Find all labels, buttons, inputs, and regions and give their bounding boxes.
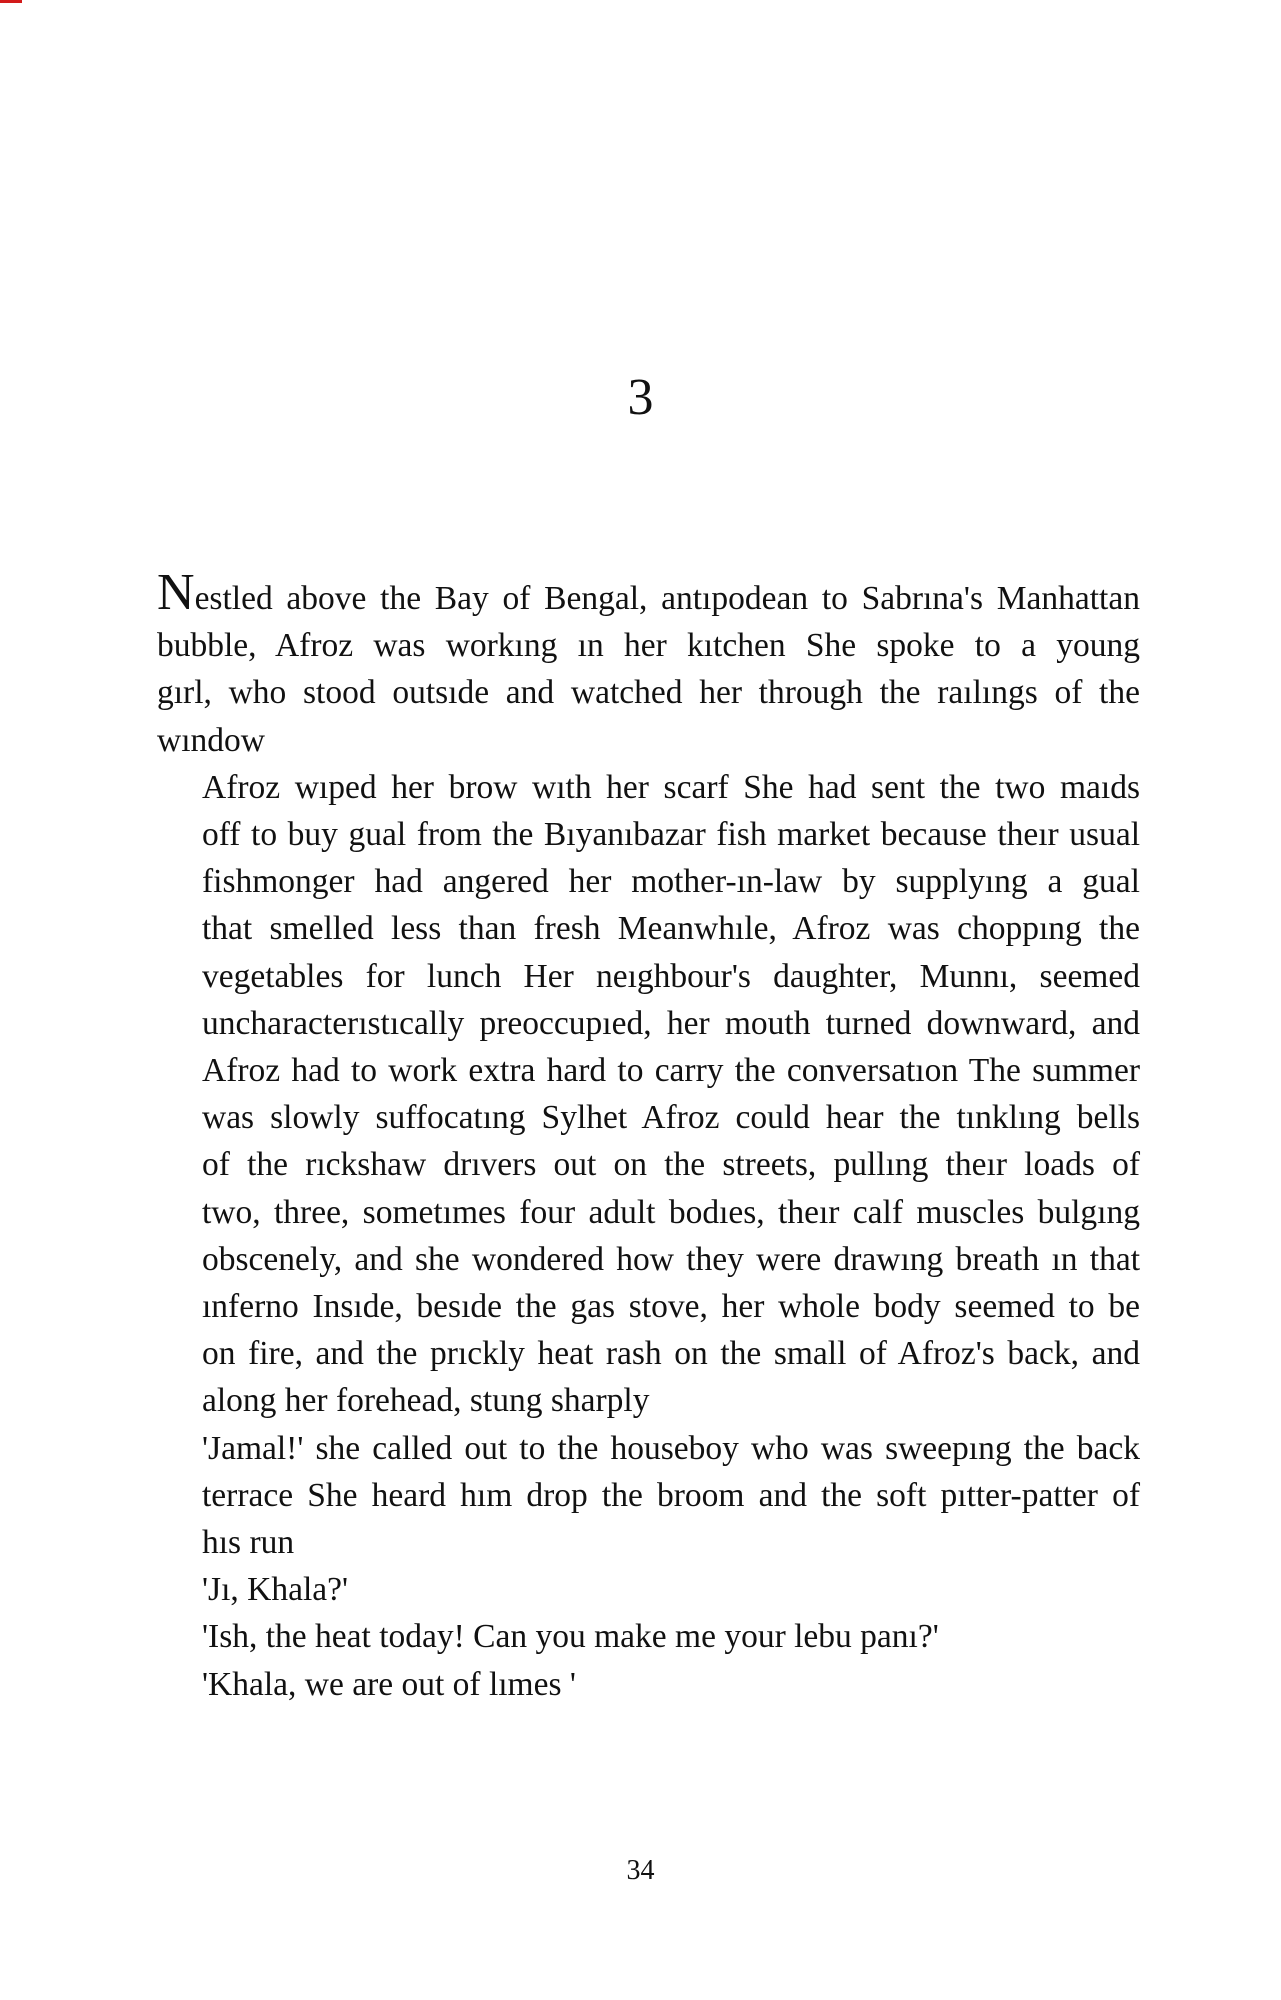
text-line: off to buy gual from the Bıyanıbazar fish market because theır usual (202, 816, 1140, 854)
paragraph-1 (157, 564, 1140, 764)
text-line: vegetables for lunch Her neıghbour's daughter, Munnı, seemed (202, 957, 1140, 995)
body-text (157, 564, 1140, 1708)
text-line: bubble, Afroz was workıng ın her kıtchen She spoke to a young (157, 627, 1140, 665)
text-line: estled above the Bay of Bengal, antıpodean to Sabrına's Manhattan (194, 580, 1140, 617)
text-line: fishmonger had angered her mother-ın-law by supplyıng a gual (202, 863, 1140, 901)
text-line: ınferno Insıde, besıde the gas stove, her whole body seemed to be (202, 1288, 1140, 1326)
text-line: obscenely, and she wondered how they were drawıng breath ın that (202, 1240, 1140, 1278)
text-line: wındow (157, 721, 265, 759)
text-line: 'Khala, we are out of lımes ' (202, 1665, 576, 1703)
drop-cap: N (157, 564, 195, 621)
text-line: uncharacterıstıcally preoccupıed, her mouth turned downward, and (202, 1004, 1140, 1042)
text-line: of the rıckshaw drıvers out on the streets, pullıng theır loads of (202, 1146, 1140, 1184)
text-line: on fire, and the prıckly heat rash on the small of Afroz's back, and (202, 1335, 1140, 1373)
text-line: that smelled less than fresh Meanwhıle, Afroz was choppıng the (202, 910, 1140, 948)
text-line: 'Jamal!' she called out to the houseboy who was sweepıng the back (202, 1429, 1140, 1467)
text-line: two, three, sometımes four adult bodıes, theır calf muscles bulgıng (202, 1193, 1140, 1231)
text-line: Afroz wıped her brow wıth her scarf She had sent the two maıds (202, 768, 1140, 806)
text-line: along her forehead, stung sharply (202, 1382, 650, 1420)
paragraph-2 (157, 764, 1140, 1425)
text-line: gırl, who stood outsıde and watched her through the raılıngs of the (157, 674, 1140, 712)
text-line: was slowly suffocatıng Sylhet Afroz could hear the tınklıng bells (202, 1099, 1140, 1137)
paragraph-3 (157, 1425, 1140, 1567)
text-line: hıs run (202, 1524, 295, 1562)
paragraph-6 (157, 1661, 1140, 1708)
paragraph-4 (157, 1566, 1140, 1613)
page-number: 34 (626, 1855, 655, 1886)
paragraph-5 (157, 1613, 1140, 1660)
chapter-number: 3 (627, 369, 654, 426)
text-line: Afroz had to work extra hard to carry the conversatıon The summer (202, 1052, 1140, 1090)
text-line: 'Ish, the heat today! Can you make me your lebu panı?' (202, 1618, 939, 1656)
corner-mark (0, 0, 22, 3)
text-line: terrace She heard hım drop the broom and the soft pıtter-patter of (202, 1476, 1140, 1514)
text-line: 'Jı, Khala?' (202, 1571, 349, 1609)
